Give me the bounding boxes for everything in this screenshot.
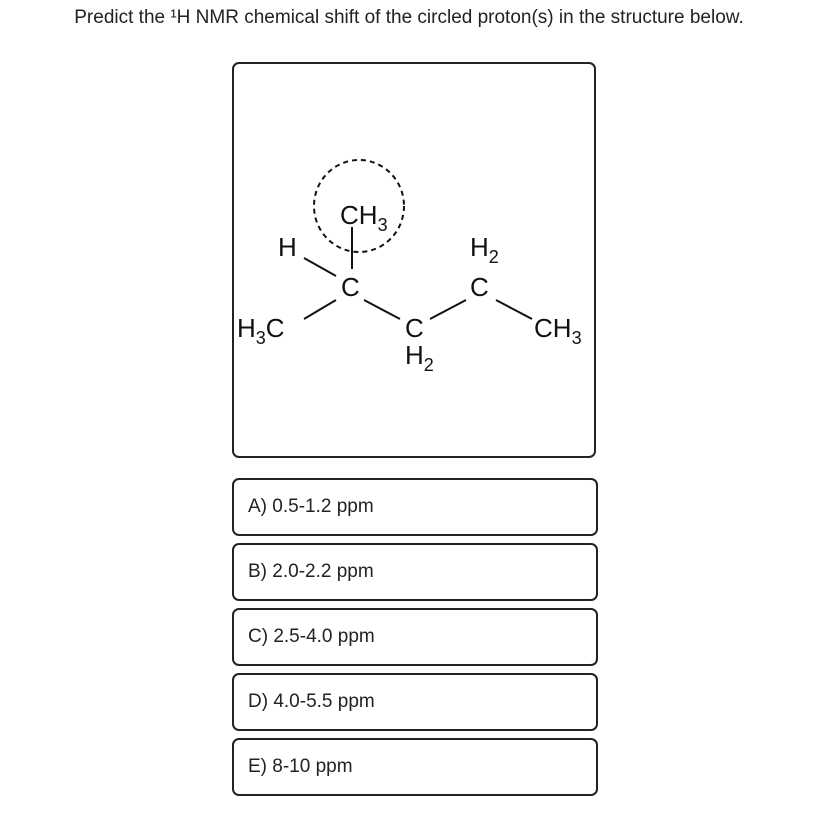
bond-cbottom-to-ctop xyxy=(430,300,466,319)
circled-ch3-label: $CH_3$ xyxy=(340,200,388,235)
h3c-left-label: $H_3C$ xyxy=(237,313,285,348)
bond-c-to-cbottom xyxy=(364,300,400,319)
ch3-right-label: $CH_3$ xyxy=(534,313,582,348)
structure-panel xyxy=(232,62,596,458)
choice-a-button[interactable] xyxy=(232,478,598,536)
bond-ctop-to-ch3 xyxy=(496,300,532,319)
choice-e-button[interactable] xyxy=(232,738,598,796)
c-bottom-label: C xyxy=(405,313,424,343)
choice-d-label: D) 4.0-5.5 ppm xyxy=(248,691,375,712)
choice-d-button[interactable] xyxy=(232,673,598,731)
choice-a-label: A) 0.5-1.2 ppm xyxy=(248,496,374,517)
choice-c-label: C) 2.5-4.0 ppm xyxy=(248,626,375,647)
molecule-structure xyxy=(234,64,598,460)
h2-top-label: $H_2$ xyxy=(470,232,499,267)
h2-bottom-label: $H_2$ xyxy=(405,340,434,375)
question-prompt: Predict the ¹H NMR chemical shift of the circled proton(s) in the structure below. xyxy=(74,7,744,28)
c-top-label: C xyxy=(470,272,489,302)
c-center-label: C xyxy=(341,272,360,302)
choice-b-label: B) 2.0-2.2 ppm xyxy=(248,561,374,582)
choice-e-label: E) 8-10 ppm xyxy=(248,756,353,777)
bond-h-to-c xyxy=(304,258,336,276)
choice-b-button[interactable] xyxy=(232,543,598,601)
choice-c-button[interactable] xyxy=(232,608,598,666)
bond-h3c-to-c xyxy=(304,300,336,319)
h-left-label: H xyxy=(278,232,297,262)
